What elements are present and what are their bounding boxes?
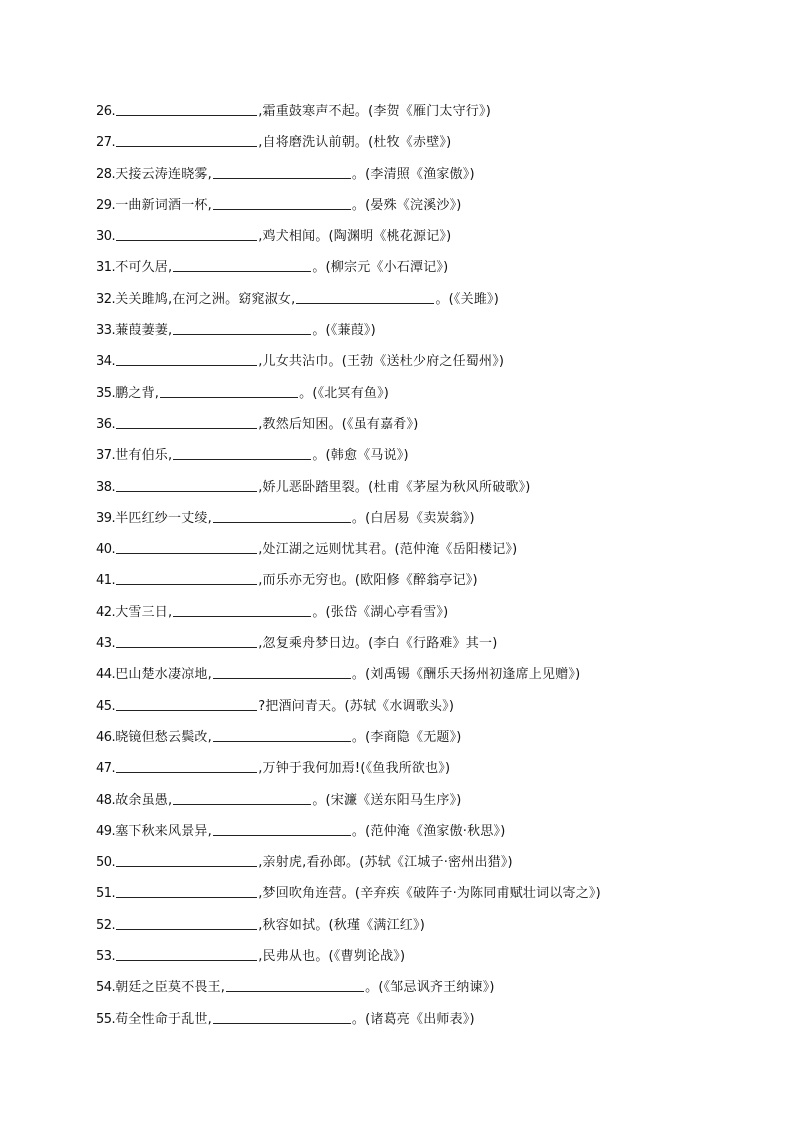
question-number: 38.: [96, 479, 116, 495]
question-text-before: 巴山楚水凄凉地,: [115, 667, 212, 683]
question-text-before: 一曲新词酒一杯,: [115, 197, 212, 213]
question-number: 44.: [96, 667, 116, 683]
answer-blank[interactable]: [213, 821, 351, 836]
question-number: 52.: [96, 917, 116, 933]
answer-blank[interactable]: [116, 132, 257, 147]
answer-blank[interactable]: [160, 383, 298, 398]
answer-blank[interactable]: [116, 758, 257, 773]
question-text-after: 。(李商隐《无题》): [351, 729, 462, 745]
question-item: [96, 727, 756, 758]
question-text-after: 。(《关雎》): [435, 291, 499, 307]
question-item: [96, 946, 756, 977]
question-text-after: ,自将磨洗认前朝。(杜牧《赤壁》): [258, 135, 452, 151]
question-number: 42.: [96, 604, 116, 620]
question-item: [96, 852, 756, 883]
question-text-before: 苟全性命于乱世,: [115, 1011, 212, 1027]
question-text-before: 世有伯乐,: [115, 448, 173, 464]
answer-blank[interactable]: [116, 883, 257, 898]
question-text-after: 。(张岱《湖心亭看雪》): [312, 604, 449, 620]
question-text-after: 。(诸葛亮《出师表》): [351, 1011, 475, 1027]
question-text-before: 故余虽愚,: [115, 792, 173, 808]
question-text-after: ,万钟于我何加焉!(《鱼我所欲也》): [258, 761, 451, 777]
question-item: [96, 790, 756, 821]
question-item: [96, 508, 756, 539]
question-number: 36.: [96, 416, 116, 432]
answer-blank[interactable]: [116, 101, 257, 116]
answer-blank[interactable]: [213, 1009, 351, 1024]
question-text-after: ,民弗从也。(《曹刿论战》): [258, 949, 406, 965]
question-text-before: 天接云涛连晓雾,: [115, 166, 212, 182]
question-text-after: 。(《邹忌讽齐王纳谏》): [365, 980, 495, 996]
question-number: 30.: [96, 229, 116, 245]
answer-blank[interactable]: [116, 351, 257, 366]
answer-blank[interactable]: [173, 445, 311, 460]
answer-blank[interactable]: [173, 320, 311, 335]
question-item: [96, 477, 756, 508]
question-item: [96, 132, 756, 163]
answer-blank[interactable]: [213, 164, 351, 179]
question-number: 50.: [96, 855, 116, 871]
answer-blank[interactable]: [116, 414, 257, 429]
answer-blank[interactable]: [213, 508, 351, 523]
answer-blank[interactable]: [296, 289, 434, 304]
question-text-after: ,秋容如拭。(秋瑾《满江红》): [258, 917, 425, 933]
answer-blank[interactable]: [116, 226, 257, 241]
question-number: 40.: [96, 542, 116, 558]
fill-in-blank-list: [96, 101, 756, 1040]
question-item: [96, 445, 756, 476]
question-text-after: ,儿女共沾巾。(王勃《送杜少府之任蜀州》): [258, 354, 505, 370]
answer-blank[interactable]: [116, 852, 257, 867]
question-text-after: ,亲射虎,看孙郎。(苏轼《江城子·密州出猎》): [258, 855, 513, 871]
question-item: [96, 289, 756, 320]
question-number: 28.: [96, 166, 116, 182]
question-item: [96, 915, 756, 946]
question-item: [96, 383, 756, 414]
question-number: 55.: [96, 1011, 116, 1027]
question-item: [96, 977, 756, 1008]
question-text-after: ,鸡犬相闻。(陶渊明《桃花源记》): [258, 229, 452, 245]
question-text-after: ,娇儿恶卧踏里裂。(杜甫《茅屋为秋风所破歌》): [258, 479, 531, 495]
question-item: [96, 195, 756, 226]
question-number: 47.: [96, 761, 116, 777]
answer-blank[interactable]: [116, 946, 257, 961]
question-text-before: 不可久居,: [115, 260, 173, 276]
question-text-before: 蒹葭萋萋,: [115, 323, 173, 339]
question-item: [96, 570, 756, 601]
question-text-after: ,梦回吹角连营。(辛弃疾《破阵子·为陈同甫赋壮词以寄之》): [258, 886, 601, 902]
question-item: [96, 101, 756, 132]
question-text-before: 朝廷之臣莫不畏王,: [115, 980, 226, 996]
answer-blank[interactable]: [213, 727, 351, 742]
answer-blank[interactable]: [116, 915, 257, 930]
question-number: 27.: [96, 135, 116, 151]
question-number: 43.: [96, 636, 116, 652]
question-item: [96, 320, 756, 351]
question-number: 49.: [96, 823, 116, 839]
question-item: [96, 696, 756, 727]
question-text-after: 。(《北冥有鱼》): [299, 385, 390, 401]
question-text-after: 。(李清照《渔家傲》): [351, 166, 475, 182]
question-item: [96, 1009, 756, 1040]
question-item: [96, 633, 756, 664]
question-number: 51.: [96, 886, 116, 902]
question-item: [96, 758, 756, 789]
question-text-before: 鹏之背,: [115, 385, 160, 401]
question-text-after: ,忽复乘舟梦日边。(李白《行路难》其一): [258, 636, 498, 652]
answer-blank[interactable]: [173, 602, 311, 617]
question-number: 35.: [96, 385, 116, 401]
question-number: 34.: [96, 354, 116, 370]
question-number: 32.: [96, 291, 116, 307]
answer-blank[interactable]: [173, 257, 311, 272]
question-number: 33.: [96, 323, 116, 339]
question-number: 29.: [96, 197, 116, 213]
question-text-after: ,教然后知困。(《虽有嘉肴》): [258, 416, 419, 432]
question-item: [96, 351, 756, 382]
question-text-after: ?把酒问青天。(苏轼《水调歌头》): [258, 698, 455, 714]
answer-blank[interactable]: [116, 539, 257, 554]
answer-blank[interactable]: [116, 633, 257, 648]
question-item: [96, 257, 756, 288]
question-number: 48.: [96, 792, 116, 808]
question-text-before: 塞下秋来风景异,: [115, 823, 212, 839]
question-text-after: 。(韩愈《马说》): [312, 448, 409, 464]
question-text-after: 。(《蒹葭》): [312, 323, 376, 339]
question-item: [96, 821, 756, 852]
answer-blank[interactable]: [213, 195, 351, 210]
question-number: 54.: [96, 980, 116, 996]
question-number: 39.: [96, 510, 116, 526]
question-item: [96, 539, 756, 570]
question-text-after: 。(宋濂《送东阳马生序》): [312, 792, 462, 808]
question-number: 46.: [96, 729, 116, 745]
question-text-after: ,处江湖之远则忧其君。(范仲淹《岳阳楼记》): [258, 542, 518, 558]
question-item: [96, 602, 756, 633]
question-text-after: 。(白居易《卖炭翁》): [351, 510, 475, 526]
answer-blank[interactable]: [173, 790, 311, 805]
question-text-after: ,霜重鼓寒声不起。(李贺《雁门太守行》): [258, 104, 491, 119]
question-number: 45.: [96, 698, 116, 714]
question-text-before: 晓镜但愁云鬓改,: [115, 729, 212, 745]
question-number: 41.: [96, 573, 116, 589]
question-text-before: 关关雎鸠,在河之洲。窈窕淑女,: [115, 291, 296, 307]
question-number: 31.: [96, 260, 116, 276]
question-item: [96, 883, 756, 914]
question-text-after: 。(刘禹锡《酬乐天扬州初逢席上见赠》): [351, 667, 581, 683]
answer-blank[interactable]: [116, 570, 257, 585]
question-item: [96, 414, 756, 445]
question-text-after: 。(晏殊《浣溪沙》): [351, 197, 462, 213]
answer-blank[interactable]: [213, 664, 351, 679]
question-item: [96, 164, 756, 195]
answer-blank[interactable]: [116, 696, 257, 711]
question-text-after: ,而乐亦无穷也。(欧阳修《醉翁亭记》): [258, 573, 478, 589]
question-text-after: 。(范仲淹《渔家傲·秋思》): [351, 823, 506, 839]
question-number: 37.: [96, 448, 116, 464]
question-text-before: 半匹红纱一丈绫,: [115, 510, 212, 526]
question-item: [96, 226, 756, 257]
answer-blank[interactable]: [226, 977, 364, 992]
answer-blank[interactable]: [116, 477, 257, 492]
question-text-before: 大雪三日,: [115, 604, 173, 620]
question-item: [96, 664, 756, 695]
question-number: 26.: [96, 104, 116, 119]
question-number: 53.: [96, 949, 116, 965]
question-text-after: 。(柳宗元《小石潭记》): [312, 260, 449, 276]
